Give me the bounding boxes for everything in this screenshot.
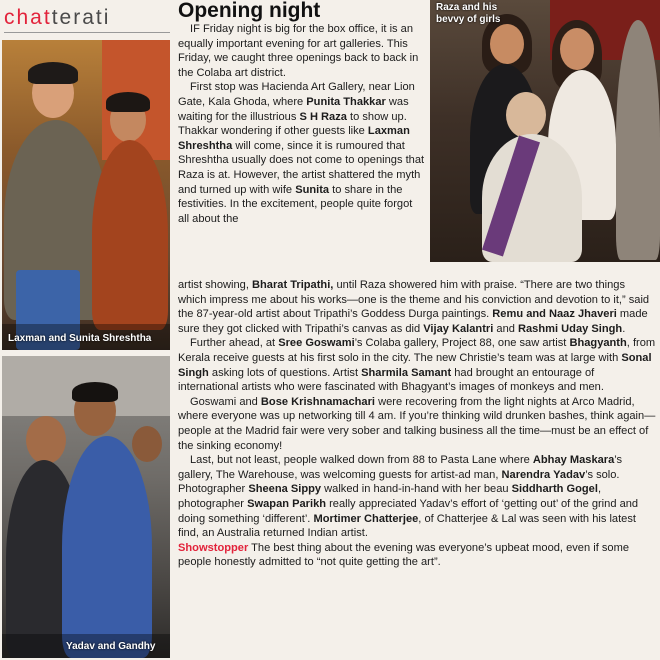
photo-raza: [430, 0, 660, 262]
name-bose: Bose Krishnamachari: [260, 395, 375, 408]
paragraph-arco: Goswami and Bose Krishnamachari were recovering from the light nights at Arco Madrid, where everyone was up networking till 4 am. If you’re thinking wild drunken bashes, think again—people at the Madrid fair were very sober and talking business all the time—must be an effect of the sinking economy!: [178, 395, 656, 452]
article-column-wide: [178, 278, 656, 570]
photo-yadav-gandhy: [2, 356, 170, 658]
paragraph-tripathi: artist showing, Bharat Tripathi, until Raza showered him with praise. “There are two things which impress me about his works—one is the theme and his conviction and devotion to it,” said the 87-year-old artist about Tripathi’s Goddess Durga paintings. Remu and Naaz Jhaveri made sure they got clicked with Tripathi’s canvas as did Vijay Kalantri and Rashmi Uday Singh.: [178, 279, 650, 335]
caption-yadav: Yadav and Gandhy: [66, 641, 156, 652]
headline: Opening night: [178, 0, 321, 22]
name-jhaveri: Remu and Naaz Jhaveri: [492, 308, 617, 321]
showstopper-label: Showstopper: [178, 541, 249, 554]
caption-raza: Raza and his bevvy of girls: [436, 2, 501, 25]
section-tag-rest: terati: [51, 6, 111, 29]
paragraph-warehouse: Last, but not least, people walked down from 88 to Pasta Lane where Abhay Maskara’s gallery, The Warehouse, was welcoming guests for artist-ad man, Narendra Yadav’s solo. Photographer Sheena Sippy walked in hand-in-hand with her beau Siddharth Gogel, photographer Swapan Parikh really appreciated Yadav’s effort of ‘getting out’ of the grind and doing something ‘different’. Mortimer Chatterjee, of Chatterjee & Lal was seen with his latest find, an Australia returned Indian artist.: [178, 454, 639, 540]
caption-laxman: Laxman and Sunita Shreshtha: [8, 333, 152, 344]
paragraph-showstopper: Showstopper The best thing about the evening was everyone’s upbeat mood, even if some people honestly admitted to “not quite getting the art”.: [178, 541, 629, 569]
name-tripathi: Bharat Tripathi,: [252, 279, 334, 291]
name-abhay: Abhay Maskara: [532, 454, 615, 467]
name-laxman: Laxman Shreshtha: [178, 125, 410, 152]
name-sharmila: Sharmila Samant: [361, 366, 452, 379]
paragraph-project88: Further ahead, at Sree Goswami’s Colaba gallery, Project 88, one saw artist Bhagyanth, from Kerala receive guests at his first solo in the city. The new Christie’s team was at large with Sonal Singh asking lots of questions. Artist Sharmila Samant had brought an entourage of international artists who were fascinated with Bhagyant’s images of monkeys and men.: [178, 337, 656, 394]
name-bhagyanth: Bhagyanth: [569, 337, 627, 350]
section-rule: [4, 32, 170, 33]
name-raza: S H Raza: [299, 110, 347, 123]
name-swapan: Swapan Parikh: [247, 497, 327, 510]
name-narendra: Narendra Yadav: [501, 468, 586, 481]
paragraph-hacienda: First stop was Hacienda Art Gallery, near Lion Gate, Kala Ghoda, where Punita Thakkar was waiting for the illustrious S H Raza to show up. Thakkar wondering if other guests like Laxman Shreshtha will come, since it is rumoured that Shreshtha usually does not come to openings that Raza is at. However, the artist shattered the myth and turned up with wife Sunita to share in the festivities. In the excitement, people quite forgot all about the: [178, 81, 425, 225]
name-sonal: Sonal Singh: [178, 351, 652, 379]
name-mortimer: Mortimer Chatterjee: [313, 512, 419, 525]
name-sheena: Sheena Sippy: [248, 483, 322, 496]
photo-laxman-sunita: [2, 40, 170, 350]
section-tag: [4, 4, 170, 32]
article-column-narrow: [178, 22, 426, 226]
name-kalantri: Vijay Kalantri: [423, 322, 494, 335]
name-goswami: Sree Goswami: [278, 337, 355, 350]
name-rashmi: Rashmi Uday Singh: [518, 322, 623, 335]
section-tag-accent: chat: [4, 6, 52, 29]
paragraph-intro: IF Friday night is big for the box office, it is an equally important evening for art galleries. This Friday, we caught three openings back to back in the Colaba art district.: [178, 23, 419, 79]
name-punita: Punita Thakkar: [306, 95, 386, 108]
name-siddharth: Siddharth Gogel: [511, 483, 598, 496]
name-sunita: Sunita: [295, 183, 330, 196]
